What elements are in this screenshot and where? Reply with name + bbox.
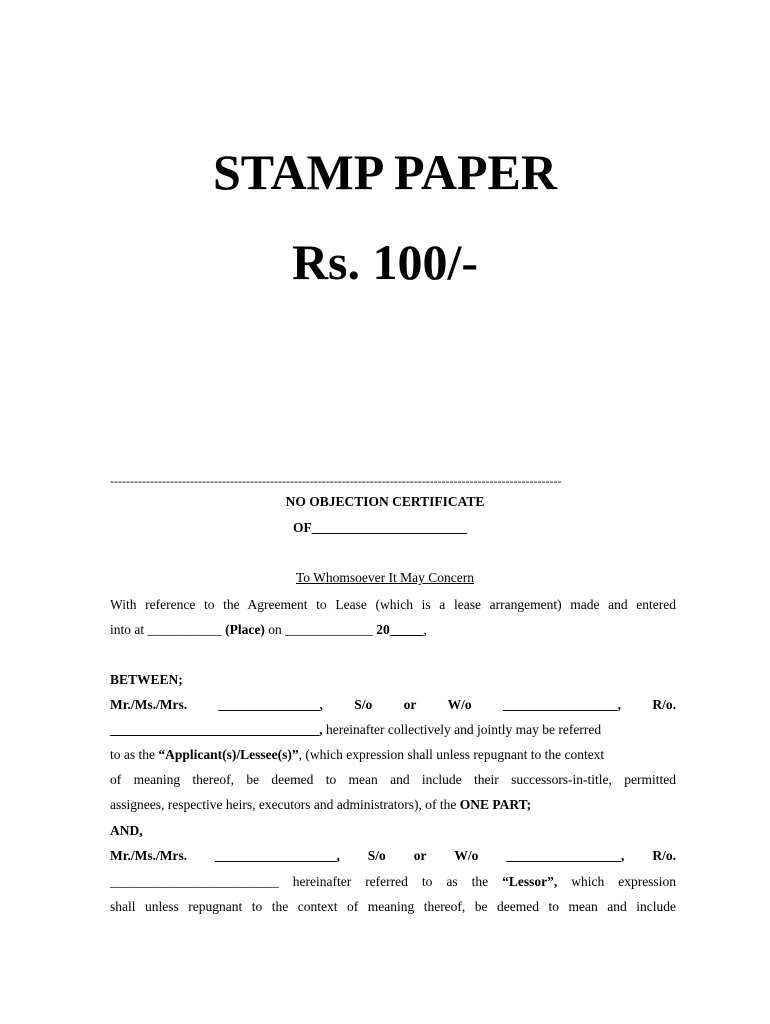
party1-line-4: of meaning thereof, be deemed to mean and include their successors-in-title, permitted	[110, 772, 676, 787]
word-referred: referred	[365, 874, 408, 889]
applicant-lessee-term: “Applicant(s)/Lessee(s)”	[158, 747, 299, 762]
stamp-value: Rs. 100/-	[291, 234, 479, 290]
party2-so: S/o	[367, 848, 386, 863]
word-which: which	[571, 874, 605, 889]
party1-hereinafter: hereinafter collectively and jointly may be referred	[322, 722, 602, 737]
party2-blank-name: __________________,	[215, 848, 340, 863]
party2-title: Mr./Ms./Mrs.	[110, 848, 188, 863]
dashed-divider: -----------------------------------------------------------------------------------------------------------------	[110, 474, 562, 488]
blank-date: _____________	[285, 622, 373, 637]
certificate-title: NO OBJECTION CERTIFICATE	[285, 494, 485, 509]
party2-blank-address: _________________________	[110, 874, 279, 889]
party1-blank-name: _______________,	[218, 697, 324, 712]
lessor-term: “Lessor”,	[502, 874, 558, 889]
party1-assignees-text: assignees, respective heirs, executors and administrators), of the	[110, 797, 460, 812]
party2-line-1	[110, 847, 676, 865]
party2-line-3: shall unless repugnant to the context of meaning thereof, be deemed to mean and include	[110, 899, 676, 914]
word-hereinafter: hereinafter	[292, 874, 352, 889]
year-prefix: 20	[372, 622, 390, 637]
party1-expression-text: , (which expression shall unless repugnant to the context	[298, 747, 605, 762]
text-into-at: into at	[110, 622, 148, 637]
text-on: on	[264, 622, 286, 637]
party1-line-2	[110, 721, 676, 739]
party1-to-as-the: to as the	[110, 747, 159, 762]
party1-line-1	[110, 696, 676, 714]
party1-or: or	[403, 697, 417, 712]
word-to: to	[421, 874, 433, 889]
blank-year: _____	[389, 622, 424, 637]
party1-wo: W/o	[447, 697, 472, 712]
party1-blank-parent: _________________,	[502, 697, 622, 712]
paragraph-line-2	[110, 621, 676, 639]
and-heading: AND,	[110, 823, 143, 838]
party1-line-5	[110, 796, 676, 814]
certificate-of-line: OF_______________________	[293, 520, 467, 535]
party1-ro: R/o.	[652, 697, 676, 712]
word-expression: expression	[618, 874, 676, 889]
paragraph-line-1	[110, 596, 676, 614]
party2-line-2	[110, 873, 676, 891]
party1-blank-address: _______________________________,	[110, 722, 323, 737]
salutation: To Whomsoever It May Concern	[295, 570, 474, 585]
party1-line-3	[110, 746, 676, 764]
party1-so: S/o	[354, 697, 373, 712]
one-part-term: ONE PART;	[459, 797, 532, 812]
party2-wo: W/o	[454, 848, 479, 863]
blank-place: ___________	[147, 622, 222, 637]
between-heading: BETWEEN;	[110, 672, 183, 687]
stamp-paper-title: STAMP PAPER	[213, 144, 557, 200]
place-label: (Place)	[221, 622, 265, 637]
party1-title: Mr./Ms./Mrs.	[110, 697, 188, 712]
comma: ,	[423, 622, 427, 637]
reference-text: With reference to the Agreement to Lease (which is a lease arrangement) made and entered	[110, 597, 676, 612]
party2-or: or	[413, 848, 427, 863]
word-as: as	[446, 874, 458, 889]
party2-blank-parent: _________________,	[506, 848, 625, 863]
word-the: the	[471, 874, 489, 889]
party2-ro: R/o.	[652, 848, 676, 863]
